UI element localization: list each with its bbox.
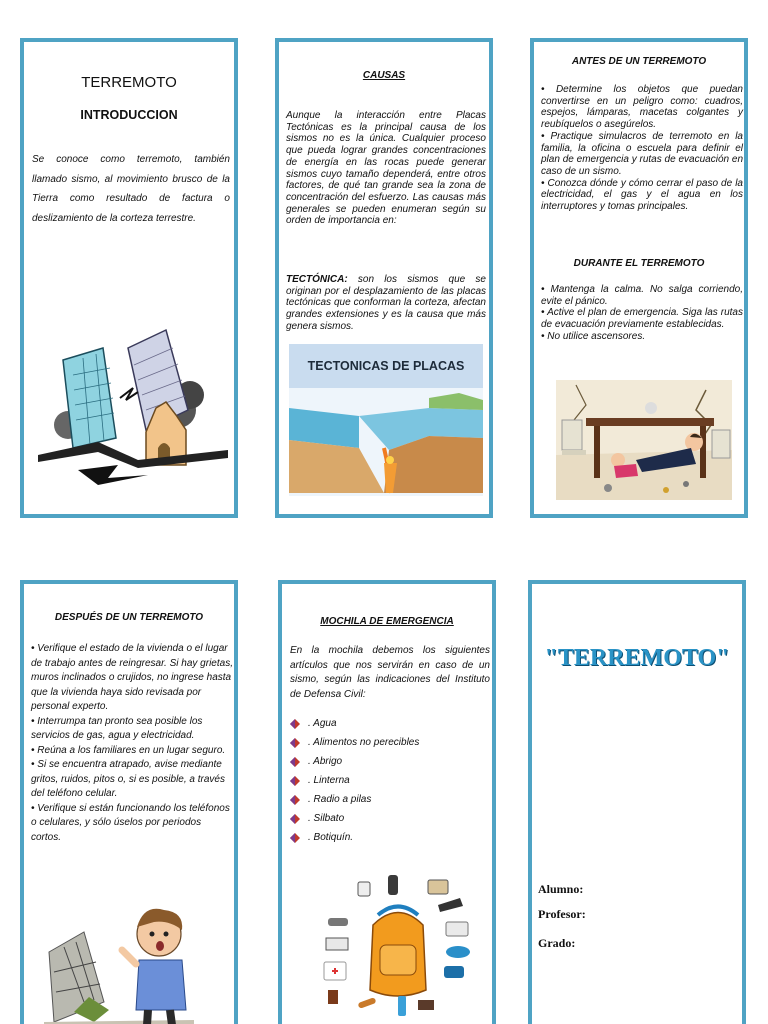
panel-introduccion bbox=[20, 38, 238, 518]
antes-heading: ANTES DE UN TERREMOTO bbox=[571, 56, 707, 67]
list-item: • Si se encuentra atrapado, avise mediante gritos, ruidos, pitos o, si es posible, a través del teléfono celular. bbox=[31, 759, 225, 799]
antes-list bbox=[541, 84, 743, 213]
tectonica-term: TECTÓNICA: bbox=[286, 274, 348, 285]
tectonica-paragraph bbox=[286, 274, 486, 333]
list-item: • Conozca dónde y cómo cerrar el paso de la electricidad, el gas y el agua en los interruptores y tomas principales. bbox=[541, 177, 743, 213]
mochila-heading: MOCHILA DE EMERGENCIA bbox=[320, 616, 454, 627]
list-item: . Silbato bbox=[290, 809, 490, 828]
durante-list bbox=[541, 284, 743, 343]
label-alumno: Alumno: bbox=[538, 882, 584, 896]
list-item: . Radio a pilas bbox=[290, 790, 490, 809]
cover-title: "TERREMOTO" bbox=[544, 645, 730, 671]
list-item: • Mantenga la calma. No salga corriendo, evite el pánico. bbox=[541, 284, 743, 307]
intro-text: Se conoce como terremoto, también llamado sismo, al movimiento brusco de la Tierra como resultado de factura o deslizamiento de la corteza terrestre. bbox=[32, 154, 230, 224]
list-item: • Practique simulacros de terremoto en la familia, la oficina o escuela para definir el plan de emergencia y rutas de evacuación en caso de un sismo. bbox=[541, 130, 743, 177]
despues-heading: DESPUÉS DE UN TERREMOTO bbox=[54, 612, 204, 623]
list-item: • Active el plan de emergencia. Siga las rutas de evacuación previamente establecidas. bbox=[541, 307, 743, 331]
bullet-icon bbox=[290, 757, 300, 767]
intro-heading: INTRODUCCION bbox=[80, 108, 178, 122]
plate-cross-section bbox=[289, 388, 483, 496]
label-profesor: Profesor: bbox=[538, 907, 586, 921]
panel-mochila bbox=[278, 580, 496, 1024]
bullet-icon bbox=[290, 833, 300, 843]
tectonica-text: son los sismos que se originan por el desplazamiento de las placas tectónicas que conforman la corteza, afectan grandes extensiones y es la causa que más genera sismos. bbox=[286, 274, 486, 332]
mochila-items-list bbox=[290, 714, 490, 847]
list-item: . Botiquín. bbox=[290, 828, 490, 847]
panel-despues bbox=[20, 580, 238, 1024]
list-item: • No utilice ascensores. bbox=[541, 330, 646, 342]
bullet-icon bbox=[290, 738, 300, 748]
despues-list bbox=[31, 642, 233, 845]
panel-antes-durante bbox=[530, 38, 748, 518]
boy-after-earthquake-illustration bbox=[44, 892, 194, 1024]
causas-text: Aunque la interacción entre Placas Tectónicas es la principal causa de los sismos no es la única. Cualquier proceso que pueda lograr grandes concentraciones de energía en las rocas puede generar sismos cuyo tamaño dependerá, entre otros factores, de qué tan grande sea la zona de concentración del esfuerzo. Las causas más generales se pueden enumeran según su orden de importancia en: bbox=[286, 110, 486, 227]
emergency-backpack-illustration bbox=[318, 870, 478, 1020]
collapsing-buildings-illustration bbox=[38, 320, 228, 490]
plate-tectonics-diagram bbox=[289, 344, 483, 496]
list-item: . Abrigo bbox=[290, 752, 490, 771]
student-info bbox=[538, 882, 586, 961]
durante-heading: DURANTE EL TERREMOTO bbox=[573, 258, 705, 269]
panel-cover bbox=[528, 580, 746, 1024]
bullet-icon bbox=[290, 795, 300, 805]
list-item: • Interrumpa tan pronto sea posible los servicios de gas, agua y electricidad. bbox=[31, 715, 203, 741]
list-item: • Determine los objetos que puedan convertirse en un peligro como: cuadros, espejos, lámparas, macetas colgantes y reubíquelos o asegúrelos. bbox=[541, 84, 743, 131]
bullet-icon bbox=[290, 814, 300, 824]
bullet-icon bbox=[290, 719, 300, 729]
mochila-intro: En la mochila debemos los siguientes artículos que nos servirán en caso de un sismo, según las indicaciones del Instituto de Defensa Civil: bbox=[290, 645, 490, 700]
diagram-title: TECTONICAS DE PLACAS bbox=[289, 344, 483, 388]
causas-heading: CAUSAS bbox=[362, 70, 406, 81]
list-item: • Verifique si están funcionando los teléfonos o celulares, y sólo úselos por periodos cortos. bbox=[31, 802, 230, 843]
list-item: . Linterna bbox=[290, 771, 490, 790]
panel-causas bbox=[275, 38, 493, 518]
brochure-title: TERREMOTO bbox=[81, 74, 177, 91]
list-item: . Alimentos no perecibles bbox=[290, 733, 490, 752]
family-under-table-illustration bbox=[556, 380, 732, 500]
list-item: • Reúna a los familiares en un lugar seguro. bbox=[31, 744, 226, 756]
bullet-icon bbox=[290, 776, 300, 786]
list-item: • Verifique el estado de la vivienda o el lugar de trabajo antes de reingresar. Si hay grietas, muros inclinados o crujidos, no ingrese hasta que la vivienda haya sido revisada por personal experto. bbox=[31, 643, 233, 712]
label-grado: Grado: bbox=[538, 936, 576, 950]
list-item: . Agua bbox=[290, 714, 490, 733]
